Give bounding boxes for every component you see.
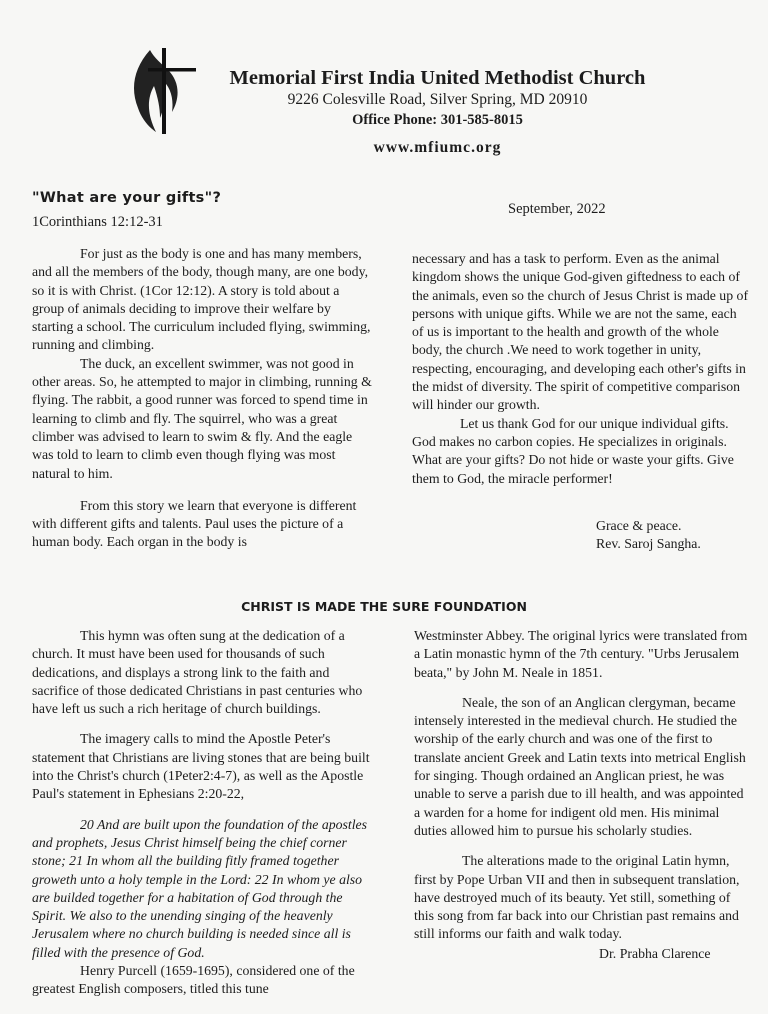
hymn-column-left (32, 627, 372, 999)
article-date: September, 2022 (508, 201, 606, 217)
hymn-section-title: CHRIST IS MADE THE SURE FOUNDATION (241, 599, 527, 614)
article-column-left (32, 245, 372, 552)
scripture-quote: 20 And are built upon the foundation of the apostles and prophets, Jesus Christ himself being the chief corner stone; 21 In whom all the building fitly framed together groweth unto a holy temple in the Lord: 22 In whom ye also are builded together for a habitation of God through the Spirit. We also to the unending singing of the heavenly Jerusalem where no church building is needed since all is filled with the presence of God. (32, 816, 368, 960)
church-header (215, 66, 660, 157)
church-address: 9226 Colesville Road, Silver Spring, MD 20910 (287, 91, 588, 108)
paragraph: Let us thank God for our unique individual gifts. God makes no carbon copies. He specializes in originals. What are your gifts? Do not hide or waste your gifts. Give them to God, the miracle performer! (412, 415, 734, 486)
paragraph: The duck, an excellent swimmer, was not good in other areas. So, he attempted to major in climbing, running & flying. The rabbit, a good runner was forced to spend time in learning to climb and fly. The squirrel, who was a great climber was advised to learn to swim & fly. And the eagle was told to learn to climb even though flying was most natural to him. (32, 355, 372, 481)
hymn-column-right (414, 627, 749, 944)
paragraph: Neale, the son of an Anglican clergyman, became intensely interested in the medieval church. He studied the worship of the early church and was one of the first to translate ancient Greek and Latin texts into metrical English for singing. Though ordained an Anglican priest, he was unable to serve a parish due to ill health, and was appointed a warden for a home for indigent old men. His minimal duties allowed him to pursue his scholarly studies. (414, 694, 746, 838)
cross-and-flame-icon (124, 42, 204, 138)
author-name: Rev. Saroj Sangha. (596, 536, 701, 552)
paragraph: This hymn was often sung at the dedication of a church. It must have been used for thousands of such dedications, and displays a strong link to the faith and sacrifice of those dedicated Christians in past centuries who have left us such a rich heritage of church buildings. (32, 628, 363, 717)
church-name: Memorial First India United Methodist Church (229, 67, 646, 89)
article-title: "What are your gifts"? (32, 190, 222, 206)
paragraph: necessary and has a task to perform. Even as the animal kingdom shows the unique God-given giftedness to each of the animals, even so the church of Jesus Christ is made up of persons with unique gifts. While we are not the same, each of us is important to the health and growth of the whole body, the church .We need to work together in unity, respecting, encouraging, and developing each other's gifts in the midst of diversity. The spirit of competitive comparison will hinder our growth. (412, 251, 749, 413)
signature-block (596, 517, 701, 554)
article-column-right (412, 250, 750, 488)
paragraph: Henry Purcell (1659-1695), considered one of the greatest English composers, titled this tune (32, 963, 355, 997)
paragraph: The alterations made to the original Latin hymn, first by Pope Urban VII and then in subsequent translation, have destroyed much of its beauty. Yet still, something of this song from far back into our Christian past remains and still informs our faith and walk today. (414, 853, 740, 942)
website-link[interactable]: www.mfiumc.org (373, 139, 502, 156)
paragraph: Westminster Abbey. The original lyrics were translated from a Latin monastic hymn of the 7th century. "Urbs Jerusalem beata," by John M. Neale in 1851. (414, 628, 748, 680)
paragraph: For just as the body is one and has many members, and all the members of the body, though many, are one body, so it is with Christ. (1Cor 12:12). A story is told about a group of animals deciding to improve their welfare by starting a school. The curriculum included flying, swimming, running and climbing. (32, 246, 371, 353)
closing: Grace & peace. (596, 518, 682, 533)
scripture-reference: 1Corinthians 12:12-31 (32, 214, 163, 230)
office-phone: Office Phone: 301-585-8015 (352, 112, 523, 128)
paragraph: The imagery calls to mind the Apostle Peter's statement that Christians are living stones that are being built into the Christ's church (1Peter2:4-7), as well as the Apostle Paul's statement in Ephesians 2:20-22, (32, 731, 370, 802)
paragraph: From this story we learn that everyone is different with different gifts and talents. Paul uses the picture of a human body. Each organ in the body is (32, 497, 357, 550)
hymn-author: Dr. Prabha Clarence (599, 946, 711, 961)
